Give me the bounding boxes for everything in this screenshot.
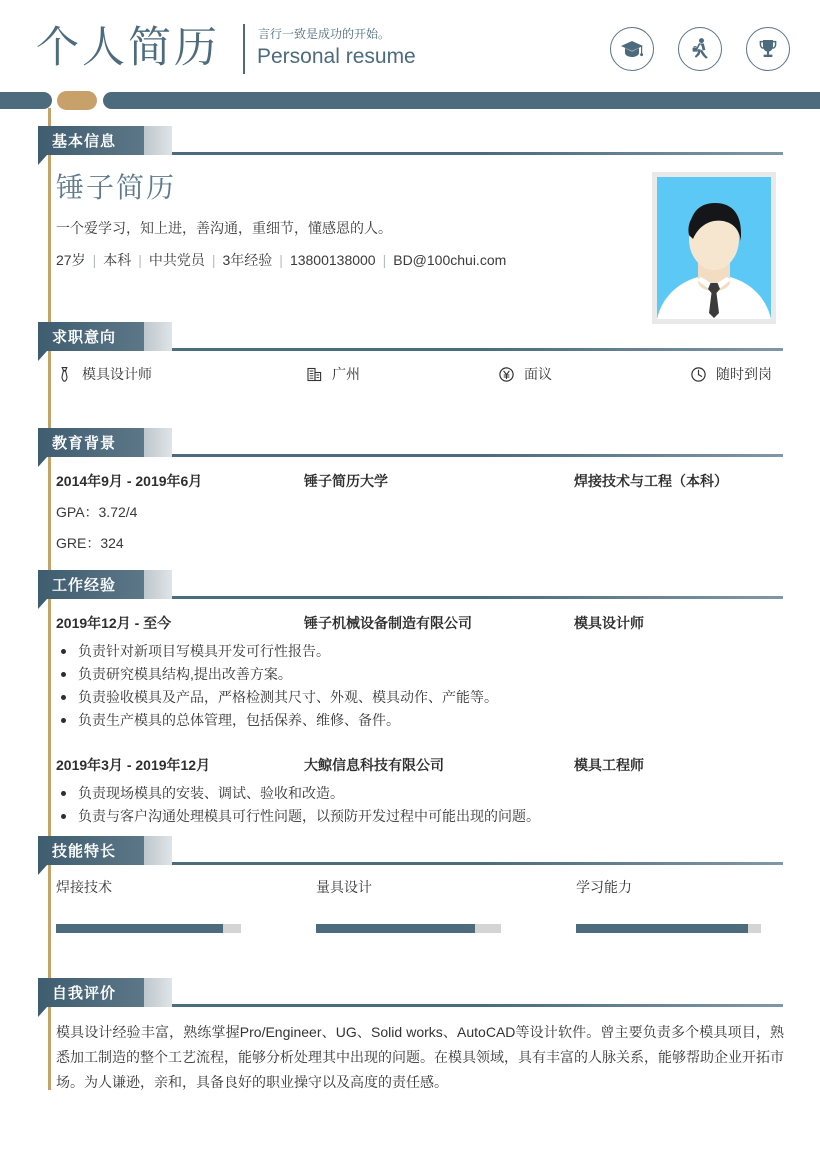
list-item: 负责针对新项目写模具开发可行性报告。: [56, 640, 784, 663]
skill-progress-fill: [316, 924, 475, 933]
list-item: 负责生产模具的总体管理，包括保养、维修、备件。: [56, 709, 784, 732]
basic-info-body: [56, 170, 616, 270]
work-entry: [56, 754, 784, 828]
skills-row: [56, 876, 784, 933]
section-header-education: [0, 428, 820, 458]
page-title-cn: 个人简历: [36, 24, 220, 72]
skills-body: [56, 876, 784, 933]
list-item: 负责与客户沟通处理模具可行性问题，以预防开发过程中可能出现的问题。: [56, 805, 784, 828]
list-item: 负责现场模具的安装、调试、验收和改造。: [56, 782, 784, 805]
graduation-cap-icon: [610, 27, 654, 71]
meta-separator: |: [92, 252, 97, 268]
ribbon-notch: [38, 1007, 47, 1017]
education-period: 2014年9月 - 2019年6月: [56, 473, 203, 489]
ribbon-tab: [140, 836, 172, 865]
clock-icon: [690, 366, 707, 383]
meta-value: 本科: [103, 252, 132, 268]
meta-value: 27岁: [56, 252, 86, 268]
title-divider: [243, 24, 245, 74]
intent-value-availability: 随时到岗: [716, 366, 772, 382]
section-header-work-experience: [0, 570, 820, 600]
work-entry: [56, 612, 784, 732]
avatar: [652, 172, 776, 324]
section-basic-info: [0, 126, 820, 268]
intent-item-availability: [690, 364, 772, 384]
intent-value-location: 广州: [332, 366, 360, 382]
section-self-evaluation: [0, 978, 820, 1090]
education-school: 锤子简历大学: [304, 473, 388, 489]
header-slogan: 言行一致是成功的开始。: [258, 27, 391, 41]
businessman-walking-icon: [678, 27, 722, 71]
skill-name: 量具设计: [316, 879, 372, 895]
intent-item-position: [56, 364, 306, 384]
work-period: 2019年3月 - 2019年12月: [56, 757, 211, 773]
section-job-intention: [0, 322, 820, 382]
work-company: 大鲸信息科技有限公司: [304, 757, 444, 773]
intent-value-salary: 面议: [524, 366, 552, 382]
list-item: 负责研究模具结构,提出改善方案。: [56, 663, 784, 686]
ribbon-tab: [140, 126, 172, 155]
skill-progress-fill: [576, 924, 748, 933]
education-gpa: GPA：3.72/4: [56, 504, 138, 520]
education-gre: GRE：324: [56, 535, 124, 551]
work-period: 2019年12月 - 至今: [56, 615, 172, 631]
ribbon-notch: [38, 351, 47, 361]
meta-separator: |: [138, 252, 142, 268]
ribbon-notch: [38, 155, 47, 165]
meta-value: 13800138000: [289, 252, 376, 268]
deco-pill-left: [0, 92, 52, 109]
work-bullet-list: [56, 782, 784, 828]
intent-value-position: 模具设计师: [82, 366, 152, 382]
list-item: 负责验收模具及产品，严格检测其尺寸、外观、模具动作、产能等。: [56, 686, 784, 709]
skill-progress-fill: [56, 924, 223, 933]
education-body: [56, 470, 784, 554]
page-title-en: Personal resume: [257, 45, 416, 68]
skill-name: 学习能力: [576, 879, 632, 895]
meta-separator: |: [279, 252, 283, 268]
trophy-icon: [746, 27, 790, 71]
tie-icon: [56, 366, 73, 383]
section-header-skills: [0, 836, 820, 866]
section-education: [0, 428, 820, 551]
work-bullet-list: [56, 640, 784, 732]
skill-progress-track: [56, 924, 241, 933]
ribbon-notch: [38, 599, 47, 609]
meta-separator: |: [382, 252, 387, 268]
page-header: [0, 0, 820, 96]
skill-item: [576, 876, 784, 933]
work-entry-head: [56, 754, 784, 776]
section-header-self-evaluation: [0, 978, 820, 1008]
section-header-basic-info: [0, 126, 820, 156]
work-entry-head: [56, 612, 784, 634]
skill-item: [316, 876, 576, 933]
ribbon-notch: [38, 457, 47, 467]
section-title-education: 教育背景: [38, 428, 144, 457]
section-title-skills: 技能特长: [38, 836, 144, 865]
education-entry-head: [56, 470, 784, 492]
intent-item-location: [306, 364, 498, 384]
section-skills: [0, 836, 820, 895]
section-title-job-intention: 求职意向: [38, 322, 144, 351]
section-title-self-evaluation: 自我评价: [38, 978, 144, 1007]
skill-item: [56, 876, 316, 933]
ribbon-tab: [140, 570, 172, 599]
meta-separator: |: [211, 252, 216, 268]
meta-value: 3年经验: [222, 252, 273, 268]
meta-value: 中共党员: [148, 252, 205, 268]
work-experience-body: [56, 612, 784, 828]
section-title-work-experience: 工作经验: [38, 570, 144, 599]
work-company: 锤子机械设备制造有限公司: [304, 615, 472, 631]
skill-name: 焊接技术: [56, 879, 112, 895]
section-title-basic-info: 基本信息: [38, 126, 144, 155]
person-tagline: 一个爱学习，知上进，善沟通，重细节，懂感恩的人。: [56, 220, 392, 236]
ribbon-tab: [140, 322, 172, 351]
intent-item-salary: [498, 364, 690, 384]
ribbon-tab: [140, 978, 172, 1007]
job-intention-row: [56, 364, 784, 384]
section-header-job-intention: [0, 322, 820, 352]
skill-progress-track: [576, 924, 761, 933]
building-icon: [306, 366, 323, 383]
work-position: 模具设计师: [574, 615, 644, 631]
header-decoration-bar: [0, 92, 820, 112]
ribbon-tab: [140, 428, 172, 457]
yen-salary-icon: [498, 366, 515, 383]
section-work-experience: [0, 570, 820, 824]
deco-pill-gold: [57, 91, 97, 110]
header-icon-group: [610, 27, 790, 71]
work-position: 模具工程师: [574, 757, 644, 773]
meta-value: BD@100chui.com: [393, 252, 507, 268]
person-meta-list: [56, 250, 616, 270]
education-major: 焊接技术与工程（本科）: [574, 473, 728, 489]
person-name: 锤子简历: [56, 172, 177, 203]
self-evaluation-text: 模具设计经验丰富，熟练掌握Pro/Engineer、UG、Solid works、AutoCAD等设计软件。曾主要负责多个模具项目，熟悉加工制造的整个工艺流程，能够分析处理其中出现的问题。在模具领域，具有丰富的人脉关系，能够帮助企业开拓市场。为人谦逊，亲和，具备良好的职业操守以及高度的责任感。: [56, 1024, 784, 1090]
ribbon-notch: [38, 865, 47, 875]
deco-bar-main: [103, 92, 820, 109]
skill-progress-track: [316, 924, 501, 933]
